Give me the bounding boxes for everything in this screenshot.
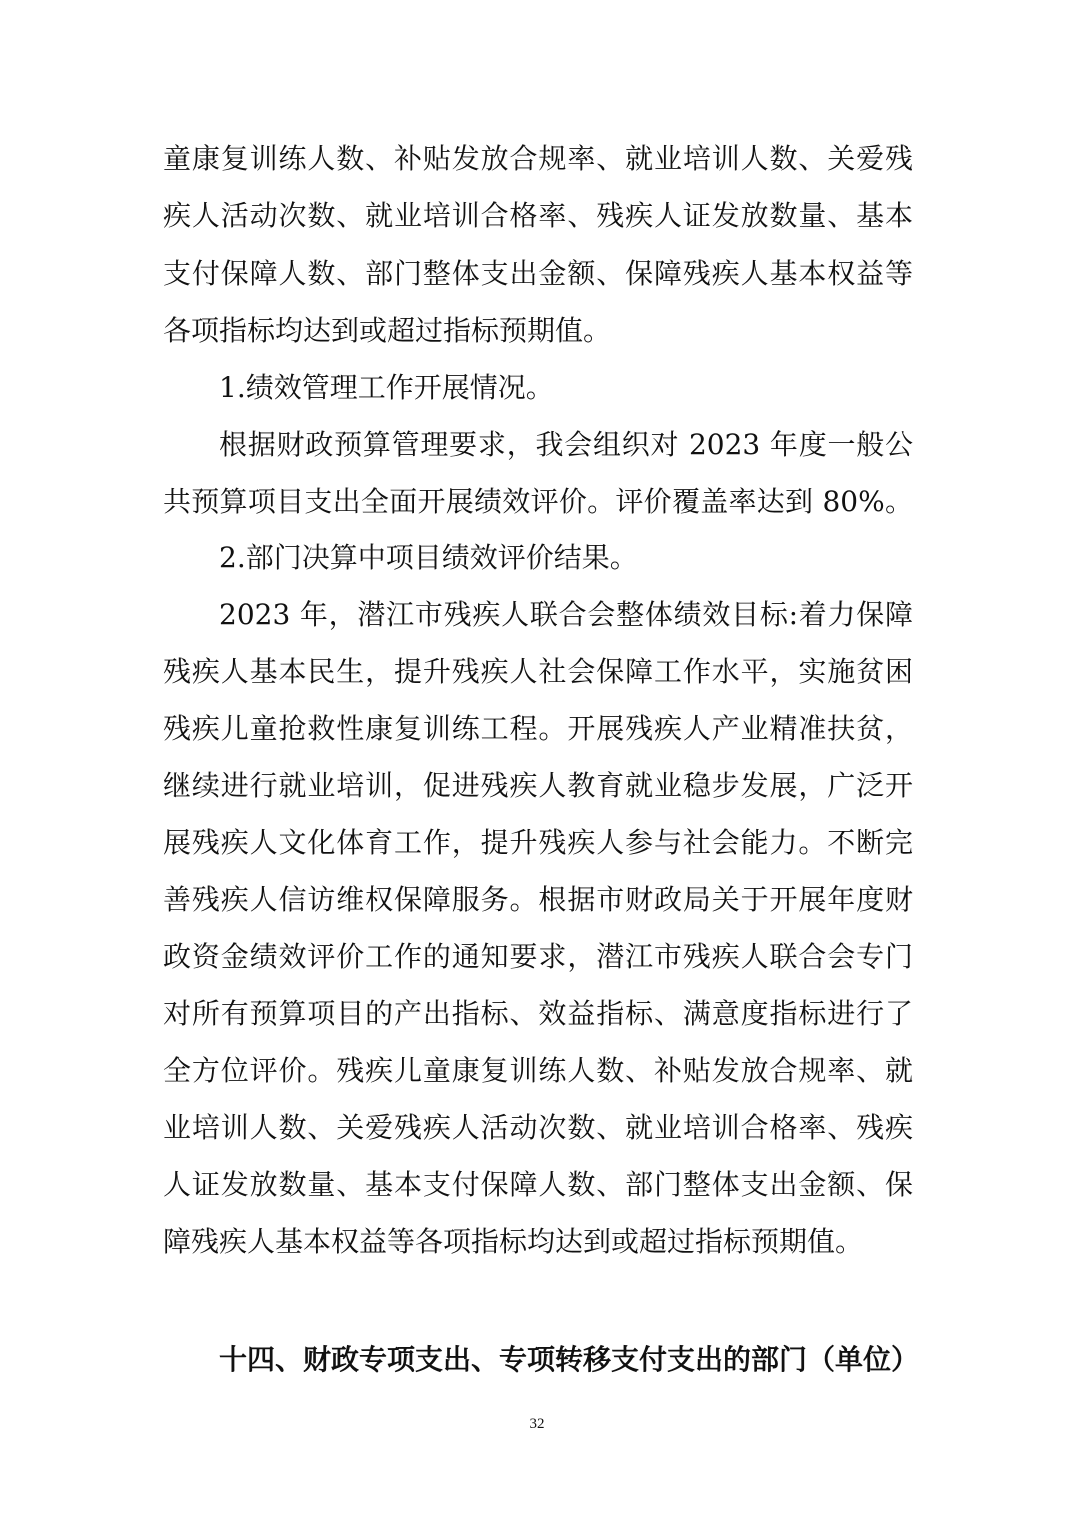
text-line: 共预算项目支出全面开展绩效评价。评价覆盖率达到 80%。 — [163, 485, 913, 518]
text-line: 支付保障人数、部门整体支出金额、保障残疾人基本权益等 — [163, 257, 913, 290]
subheading-performance-management: 1.绩效管理工作开展情况。 — [219, 371, 554, 404]
text-line: 根据财政预算管理要求，我会组织对 2023 年度一般公 — [219, 428, 913, 461]
text-line: 全方位评价。残疾儿童康复训练人数、补贴发放合规率、就 — [163, 1054, 913, 1087]
text-line: 人证发放数量、基本支付保障人数、部门整体支出金额、保 — [163, 1168, 913, 1201]
text-line: 继续进行就业培训，促进残疾人教育就业稳步发展，广泛开 — [163, 769, 913, 802]
text-line: 残疾人基本民生，提升残疾人社会保障工作水平，实施贫困 — [163, 655, 913, 688]
text-line: 障残疾人基本权益等各项指标均达到或超过指标预期值。 — [163, 1225, 864, 1258]
text-line: 善残疾人信访维权保障服务。根据市财政局关于开展年度财 — [163, 883, 913, 916]
text-line: 残疾儿童抢救性康复训练工程。开展残疾人产业精准扶贫， — [163, 712, 913, 745]
text-line: 对所有预算项目的产出指标、效益指标、满意度指标进行了 — [163, 997, 913, 1030]
section-heading: 十四、财政专项支出、专项转移支付支出的部门（单位） — [219, 1343, 920, 1376]
subheading-evaluation-results: 2.部门决算中项目绩效评价结果。 — [219, 541, 638, 574]
text-line: 各项指标均达到或超过指标预期值。 — [163, 314, 612, 347]
text-line: 2023 年，潜江市残疾人联合会整体绩效目标:着力保障 — [219, 598, 913, 631]
text-line: 童康复训练人数、补贴发放合规率、就业培训人数、关爱残 — [163, 142, 913, 175]
text-line: 疾人活动次数、就业培训合格率、残疾人证发放数量、基本 — [163, 199, 913, 232]
text-line: 展残疾人文化体育工作，提升残疾人参与社会能力。不断完 — [163, 826, 913, 859]
text-line: 政资金绩效评价工作的通知要求，潜江市残疾人联合会专门 — [163, 940, 913, 973]
page-number: 32 — [529, 1416, 545, 1432]
text-line: 业培训人数、关爱残疾人活动次数、就业培训合格率、残疾 — [163, 1111, 913, 1144]
